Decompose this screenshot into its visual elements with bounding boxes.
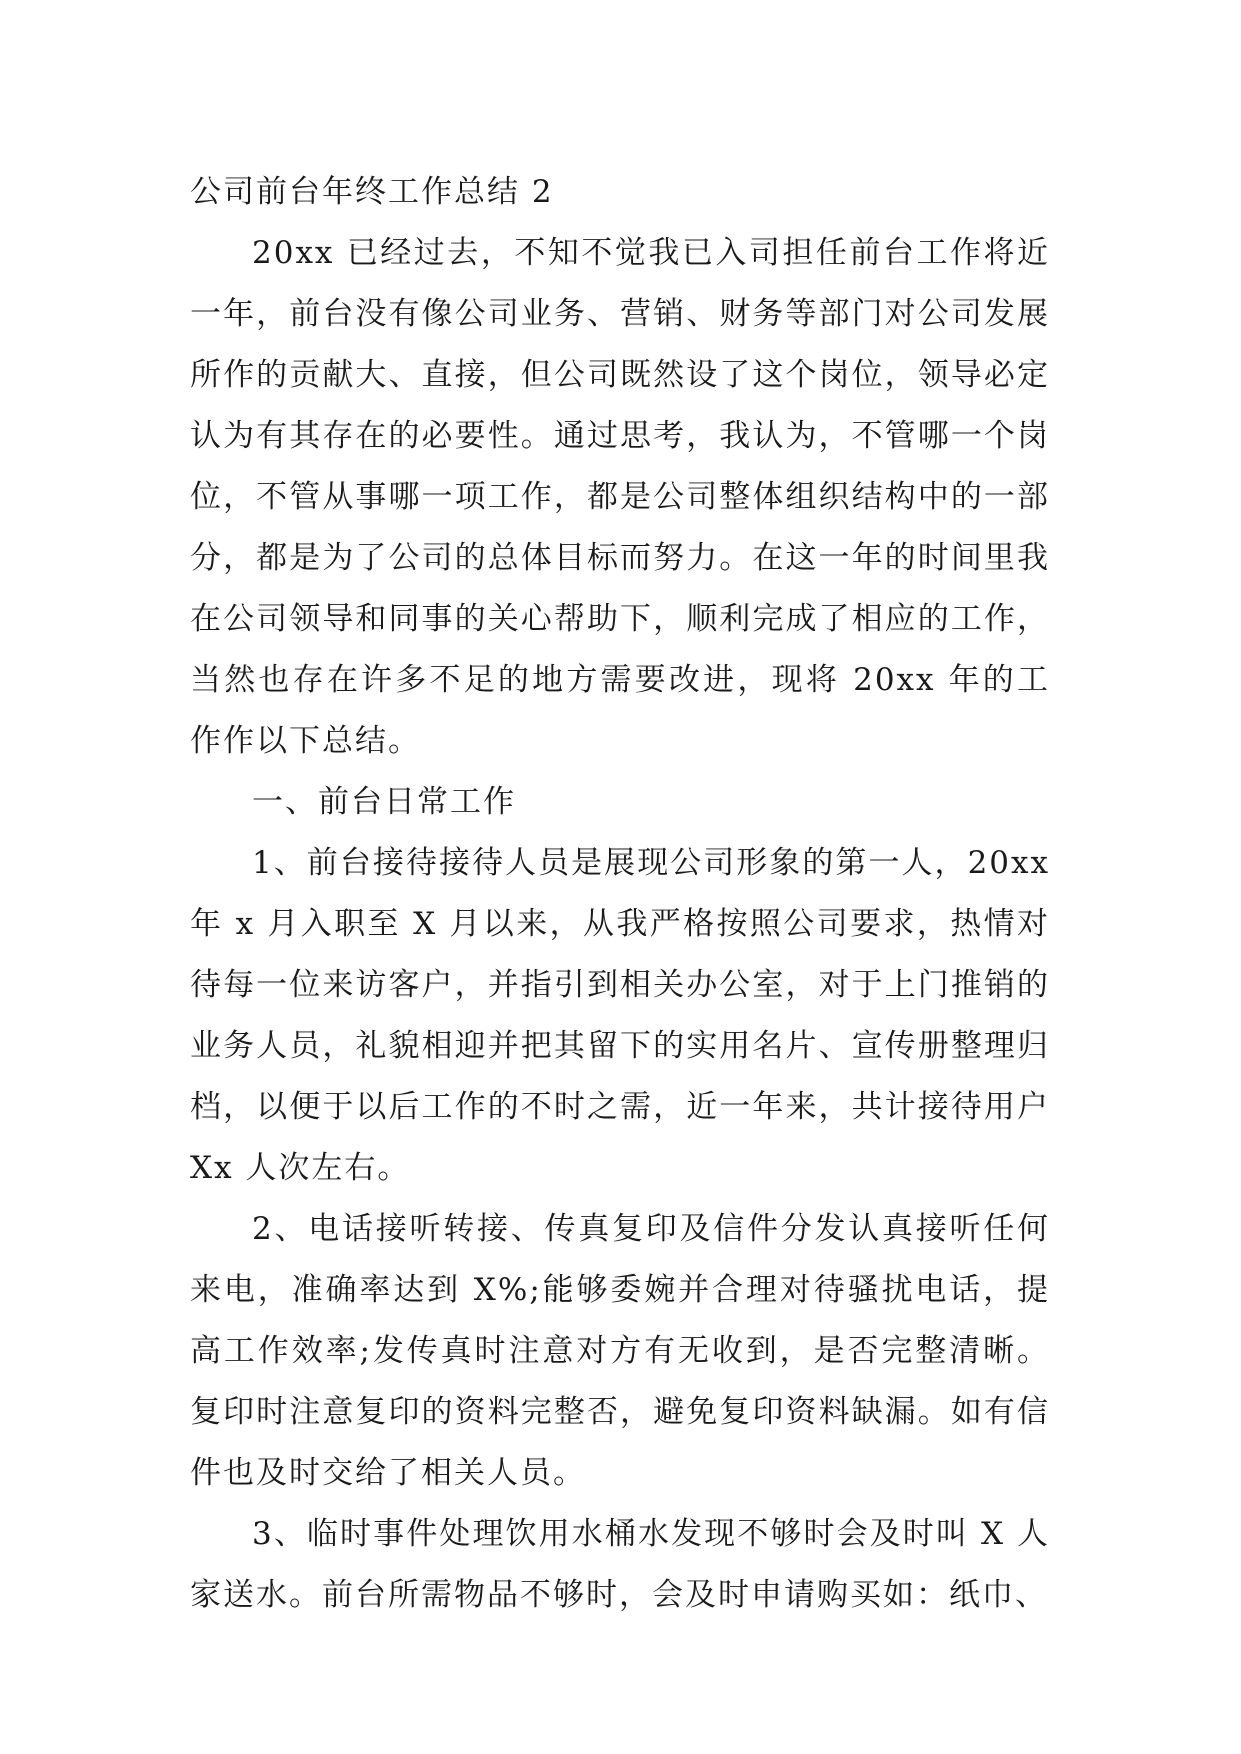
paragraph-temporary-events: 3、临时事件处理饮用水桶水发现不够时会及时叫 X 人家送水。前台所需物品不够时，会及时申请购买如：纸巾、	[190, 1516, 1050, 1613]
section-heading-daily-work: 一、前台日常工作	[252, 784, 516, 820]
paragraph-reception: 1、前台接待接待人员是展现公司形象的第一人，20xx 年 x 月入职至 X 月以来，从我严格按照公司要求，热情对待每一位来访客户，并指引到相关办公室，对于上门推销的业务人员，礼貌相迎并把其留下的实用名片、宣传册整理归档，以便于以后工作的不时之需，近一年来，共计接待用户 Xx 人次左右。	[190, 845, 1050, 1186]
document-title: 公司前台年终工作总结 2	[190, 174, 554, 210]
document-body	[190, 162, 1050, 1626]
paragraph-intro: 20xx 已经过去，不知不觉我已入司担任前台工作将近一年，前台没有像公司业务、营销、财务等部门对公司发展所作的贡献大、直接，但公司既然设了这个岗位，领导必定认为有其存在的必要性。通过思考，我认为，不管哪一个岗位，不管从事哪一项工作，都是公司整体组织结构中的一部分，都是为了公司的总体目标而努力。在这一年的时间里我在公司领导和同事的关心帮助下，顺利完成了相应的工作，当然也存在许多不足的地方需要改进，现将 20xx 年的工作作以下总结。	[190, 235, 1050, 759]
paragraph-phone-fax: 2、电话接听转接、传真复印及信件分发认真接听任何来电，准确率达到 X%;能够委婉并合理对待骚扰电话，提高工作效率;发传真时注意对方有无收到，是否完整清晰。复印时注意复印的资料完整否，避免复印资料缺漏。如有信件也及时交给了相关人员。	[190, 1211, 1050, 1491]
